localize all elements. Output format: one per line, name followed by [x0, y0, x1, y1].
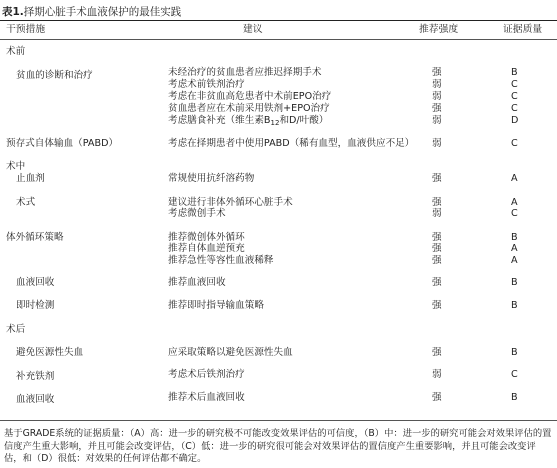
- evidence-value: C: [511, 79, 518, 90]
- header-recommendation: 建议: [243, 24, 263, 35]
- recommendation-text: 推荐急性等容性血液稀释: [168, 255, 274, 266]
- evidence-value: A: [511, 255, 518, 266]
- strength-value: 弱: [432, 79, 442, 90]
- strength-value: 弱: [432, 115, 442, 126]
- strength-value: 强: [432, 173, 442, 184]
- recommendation-text: 推荐即时指导输血策略: [168, 300, 264, 311]
- recommendation-text-main: 考虑膳食补充（维生素B: [168, 115, 271, 126]
- recommendation-text: [168, 115, 328, 129]
- recommendation-text: 未经治疗的贫血患者应推迟择期手术: [168, 67, 322, 78]
- strength-value: 强: [432, 347, 442, 358]
- recommendation-text: 建议进行非体外循环心脏手术: [168, 197, 293, 208]
- evidence-value: C: [511, 208, 518, 219]
- vitamin-subscript: 12: [270, 119, 280, 127]
- strength-value: 强: [432, 243, 442, 254]
- evidence-value: B: [511, 300, 518, 311]
- evidence-value: A: [511, 173, 518, 184]
- header-rule: [0, 39, 557, 40]
- evidence-value: A: [511, 243, 518, 254]
- recommendation-text: 考虑在择期患者中使用PABD（稀有血型，血液供应不足）: [168, 138, 415, 149]
- evidence-value: C: [511, 103, 518, 114]
- recommendation-text: 常规使用抗纤溶药物: [168, 173, 255, 184]
- group-label-point-of-care: 即时检测: [16, 300, 55, 311]
- evidence-value: D: [511, 115, 519, 126]
- recommendation-text: 考虑微创手术: [168, 208, 226, 219]
- evidence-value: C: [511, 138, 518, 149]
- table-caption-title: 择期心脏手术血液保护的最佳实践: [23, 6, 182, 18]
- strength-value: 弱: [432, 138, 442, 149]
- evidence-value: A: [511, 197, 518, 208]
- section-preoperative: 术前: [6, 46, 26, 57]
- recommendation-text: 应采取策略以避免医源性失血: [168, 347, 293, 358]
- evidence-value: B: [511, 392, 518, 403]
- strength-value: 强: [432, 300, 442, 311]
- strength-value: 弱: [432, 208, 442, 219]
- strength-value: 强: [432, 232, 442, 243]
- group-label-hemostatics: 止血剂: [16, 173, 45, 184]
- table-caption-label: 表1.: [2, 6, 24, 18]
- group-label-anemia: 贫血的诊断和治疗: [16, 70, 93, 81]
- group-label-pabd: 预存式自体输血（PABD）: [6, 138, 119, 149]
- header-intervention: 干预措施: [6, 24, 46, 35]
- recommendation-text: 考虑在非贫血高危患者中术前EPO治疗: [168, 91, 332, 102]
- group-label-iatrogenic-blood-loss: 避免医源性失血: [16, 347, 84, 358]
- strength-value: 强: [432, 277, 442, 288]
- evidence-value: C: [511, 91, 518, 102]
- section-intraoperative: 术中: [6, 161, 26, 172]
- recommendation-text: 推荐自体血逆预充: [168, 243, 245, 254]
- strength-value: 强: [432, 67, 442, 78]
- evidence-value: B: [511, 277, 518, 288]
- recommendation-text: 贫血患者应在术前采用铁剂+EPO治疗: [168, 103, 330, 114]
- strength-value: 强: [432, 255, 442, 266]
- group-label-cpb-strategy: 体外循环策略: [6, 232, 64, 243]
- recommendation-text: 推荐术后血液回收: [168, 392, 245, 403]
- strength-value: 强: [432, 103, 442, 114]
- header-strength: 推荐强度: [419, 24, 459, 35]
- evidence-value: B: [511, 67, 518, 78]
- group-label-surgical-technique: 术式: [16, 197, 36, 208]
- recommendation-text: 考虑术后铁剂治疗: [168, 369, 245, 380]
- strength-value: 强: [432, 392, 442, 403]
- section-postoperative: 术后: [6, 324, 26, 335]
- table-top-rule: [0, 20, 557, 21]
- table-caption: [2, 4, 181, 19]
- recommendation-text: 推荐微创体外循环: [168, 232, 245, 243]
- evidence-value: B: [511, 347, 518, 358]
- strength-value: 强: [432, 197, 442, 208]
- evidence-value: C: [511, 369, 518, 380]
- header-evidence: 证据质量: [503, 24, 543, 35]
- table-bottom-rule: [0, 420, 557, 421]
- group-label-postop-cell-salvage: 血液回收: [16, 394, 55, 405]
- group-label-iron-supplement: 补充铁剂: [16, 371, 55, 382]
- strength-value: 弱: [432, 369, 442, 380]
- recommendation-text-tail: 和D/叶酸）: [279, 115, 329, 126]
- evidence-value: B: [511, 232, 518, 243]
- strength-value: 弱: [432, 91, 442, 102]
- group-label-cell-salvage: 血液回收: [16, 277, 55, 288]
- recommendation-text: 考虑术前铁剂治疗: [168, 79, 245, 90]
- table-footnote: 基于GRADE系统的证据质量：（A）高：进一步的研究极不可能改变效果评估的可信度，（B）中：进一步的研究可能会对效果评估的置信度产生重大影响，并且可能会改变评估，（C）低：进一步的研究很可能会对效果评估的置信度产生重要影响，并且可能会改变评估，和（D）很低：对效果的任何评估都不确定。: [4, 428, 552, 464]
- recommendation-text: 推荐血液回收: [168, 277, 226, 288]
